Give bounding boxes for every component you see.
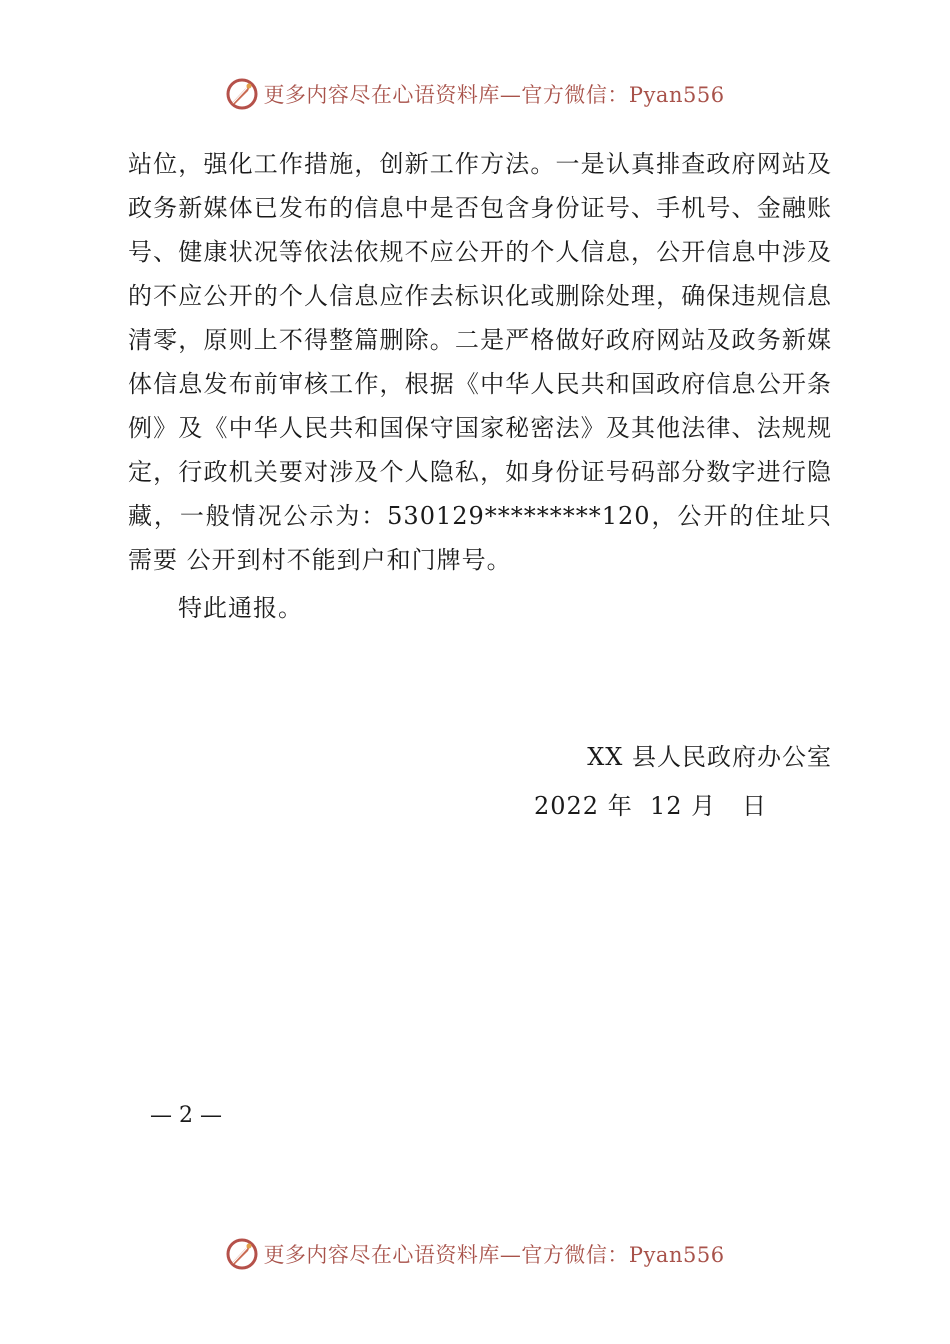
issue-date: 2022 年 12 月 日 [534,792,768,820]
closing-line: 特此通报。 [178,594,303,622]
issuer-signature: XX 县人民政府办公室 [587,743,832,771]
page-number: — 2 — [150,1103,222,1128]
body-paragraph: 站位，强化工作措施，创新工作方法。一是认真排查政府网站及政务新媒体已发布的信息中是否包含身份证号、手机号、金融账号、健康状况等依法依规不应公开的个人信息，公开信息中涉及的不应公开的个人信息应作去标识化或删除处理，确保违规信息清零，原则上不得整篇删除。二是严格做好政府网站及政务新媒体信息发布前审核工作，根据《中华人民共和国政府信息公开条例》及《中华人民共和国保守国家秘密法》及其他法律、法规规定，行政机关要对涉及个人隐私，如身份证号码部分数字进行隐藏，一般情况公示为：530129*********120，公开的住址只需要 公开到村不能到户和门牌号。 [128,150,832,574]
quill-pen-logo-icon [225,77,259,111]
quill-pen-logo-icon [225,1237,259,1271]
watermark-banner-text: 更多内容尽在心语资料库—官方微信：Pyan556 [263,1243,725,1267]
watermark-banner-bottom [0,1234,950,1274]
watermark-banner-top [0,74,950,114]
watermark-banner-text: 更多内容尽在心语资料库—官方微信：Pyan556 [263,83,725,107]
